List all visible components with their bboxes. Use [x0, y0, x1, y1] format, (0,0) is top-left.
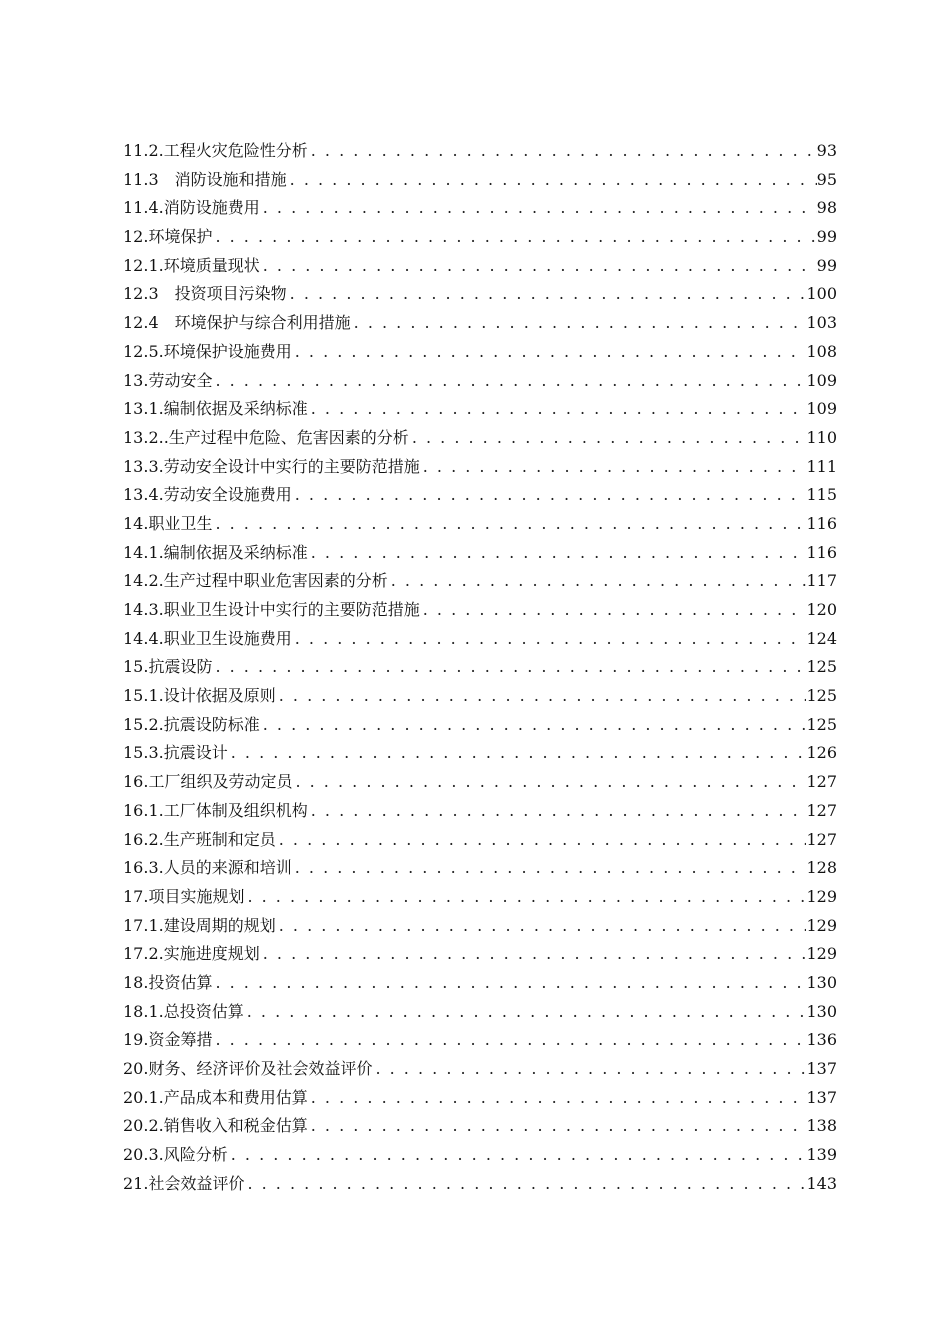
- toc-entry-title: 18.1.总投资估算: [123, 1001, 244, 1021]
- toc-dot-leader: [212, 367, 806, 396]
- toc-entry-title: 11.3 消防设施和措施: [123, 169, 287, 189]
- toc-entry-page-number: 111: [806, 456, 837, 476]
- toc-entry[interactable]: [123, 625, 837, 654]
- toc-dot-leader: [212, 969, 806, 998]
- toc-entry-title: 20.财务、经济评价及社会效益评价: [123, 1059, 373, 1078]
- toc-entry-page-number: 138: [806, 1116, 837, 1136]
- toc-dot-leader: [260, 711, 807, 740]
- toc-entry-page-number: 127: [806, 772, 837, 792]
- toc-entry[interactable]: [123, 1055, 837, 1084]
- toc-dot-leader: [260, 252, 817, 281]
- toc-entry[interactable]: [123, 194, 837, 223]
- toc-entry[interactable]: [123, 567, 837, 596]
- toc-dot-leader: [308, 1112, 807, 1141]
- toc-entry-page-number: 139: [806, 1145, 837, 1165]
- toc-entry-page-number: 99: [816, 227, 837, 247]
- toc-entry[interactable]: [123, 969, 837, 998]
- toc-dot-leader: [276, 912, 807, 941]
- toc-entry-page-number: 100: [806, 284, 837, 304]
- toc-entry[interactable]: [123, 940, 837, 969]
- toc-entry[interactable]: [123, 998, 837, 1027]
- toc-entry[interactable]: [123, 596, 837, 625]
- toc-entry-title: 16.工厂组织及劳动定员: [123, 772, 293, 792]
- toc-entry-title: 19.资金筹措: [123, 1030, 213, 1050]
- toc-dot-leader: [244, 998, 807, 1027]
- toc-dot-leader: [308, 395, 807, 424]
- toc-entry-page-number: 130: [806, 1001, 837, 1021]
- toc-dot-leader: [420, 453, 807, 482]
- toc-entry-title: 21.社会效益评价: [123, 1173, 245, 1193]
- toc-entry-title: 12.4 环境保护与综合利用措施: [123, 313, 351, 333]
- toc-entry-page-number: 110: [806, 427, 837, 447]
- toc-entry[interactable]: [123, 711, 837, 740]
- toc-entry-title: 16.1.工厂体制及组织机构: [123, 800, 308, 820]
- toc-entry-title: 15.2.抗震设防标准: [123, 714, 260, 734]
- toc-dot-leader: [292, 338, 807, 367]
- toc-entry-title: 11.4.消防设施费用: [123, 198, 260, 218]
- toc-entry-title: 14.1.编制依据及采纳标准: [123, 542, 308, 562]
- toc-dot-leader: [260, 940, 807, 969]
- toc-entry-title: 16.3.人员的来源和培训: [123, 858, 292, 878]
- toc-entry-page-number: 116: [806, 542, 837, 562]
- toc-entry-page-number: 103: [806, 313, 837, 333]
- toc-entry-title: 20.3.风险分析: [123, 1145, 228, 1165]
- toc-entry-page-number: 120: [806, 600, 837, 619]
- toc-entry-page-number: 128: [806, 858, 837, 878]
- toc-entry[interactable]: [123, 223, 837, 252]
- toc-entry-title: 12.环境保护: [123, 227, 213, 247]
- toc-entry[interactable]: [123, 1112, 837, 1141]
- toc-entry-page-number: 129: [806, 915, 837, 935]
- toc-entry-page-number: 129: [806, 944, 837, 964]
- toc-entry[interactable]: [123, 137, 837, 166]
- toc-entry-page-number: 93: [816, 141, 837, 160]
- toc-entry-page-number: 129: [806, 886, 837, 906]
- toc-dot-leader: [228, 739, 807, 768]
- toc-entry-title: 13.3.劳动安全设计中实行的主要防范措施: [123, 456, 420, 476]
- toc-entry-page-number: 117: [806, 571, 837, 591]
- toc-entry[interactable]: [123, 367, 837, 396]
- toc-dot-leader: [308, 137, 817, 166]
- toc-dot-leader: [287, 280, 807, 309]
- table-of-contents: [123, 137, 837, 1198]
- toc-dot-leader: [244, 883, 806, 912]
- toc-entry[interactable]: [123, 1141, 837, 1170]
- toc-dot-leader: [308, 797, 807, 826]
- toc-dot-leader: [212, 510, 806, 539]
- toc-entry[interactable]: [123, 510, 837, 539]
- toc-entry-title: 20.1.产品成本和费用估算: [123, 1087, 308, 1107]
- toc-entry[interactable]: [123, 682, 837, 711]
- toc-entry[interactable]: [123, 883, 837, 912]
- toc-dot-leader: [212, 653, 806, 682]
- toc-entry[interactable]: [123, 768, 837, 797]
- toc-dot-leader: [308, 1084, 807, 1113]
- toc-entry-title: 20.2.销售收入和税金估算: [123, 1116, 308, 1136]
- toc-dot-leader: [351, 309, 807, 338]
- toc-entry-page-number: 109: [806, 370, 837, 390]
- toc-entry-title: 12.1.环境质量现状: [123, 255, 260, 275]
- toc-dot-leader: [409, 424, 807, 453]
- toc-entry[interactable]: [123, 252, 837, 281]
- toc-dot-leader: [276, 826, 807, 855]
- toc-entry-title: 14.2.生产过程中职业危害因素的分析: [123, 571, 388, 591]
- toc-entry-page-number: 124: [806, 628, 837, 648]
- toc-entry-title: 13.劳动安全: [123, 370, 213, 390]
- toc-entry[interactable]: [123, 338, 837, 367]
- toc-entry[interactable]: [123, 395, 837, 424]
- toc-entry[interactable]: [123, 797, 837, 826]
- toc-entry[interactable]: [123, 912, 837, 941]
- toc-entry[interactable]: [123, 280, 837, 309]
- toc-dot-leader: [292, 625, 807, 654]
- toc-entry-page-number: 136: [806, 1030, 837, 1050]
- toc-entry[interactable]: [123, 539, 837, 568]
- toc-entry-title: 16.2.生产班制和定员: [123, 829, 276, 849]
- toc-entry[interactable]: [123, 653, 837, 682]
- toc-dot-leader: [372, 1055, 806, 1084]
- toc-dot-leader: [292, 854, 807, 883]
- toc-entry[interactable]: [123, 166, 837, 195]
- toc-entry[interactable]: [123, 424, 837, 453]
- toc-entry-title: 15.3.抗震设计: [123, 743, 228, 763]
- toc-entry-title: 17.2.实施进度规划: [123, 944, 260, 964]
- toc-dot-leader: [388, 567, 807, 596]
- toc-entry-title: 13.4.劳动安全设施费用: [123, 485, 292, 505]
- toc-dot-leader: [276, 682, 807, 711]
- toc-dot-leader: [287, 166, 817, 195]
- toc-entry-title: 17.项目实施规划: [123, 886, 245, 906]
- toc-entry-page-number: 95: [816, 169, 837, 189]
- toc-entry-page-number: 125: [806, 686, 837, 706]
- toc-entry-title: 14.4.职业卫生设施费用: [123, 628, 292, 648]
- toc-entry[interactable]: [123, 739, 837, 768]
- toc-entry-title: 13.1.编制依据及采纳标准: [123, 399, 308, 419]
- toc-entry-page-number: 125: [806, 657, 837, 677]
- toc-entry-page-number: 116: [806, 513, 837, 533]
- toc-entry-title: 15.1.设计依据及原则: [123, 686, 276, 706]
- toc-entry[interactable]: [123, 453, 837, 482]
- toc-dot-leader: [292, 481, 807, 510]
- toc-entry-page-number: 137: [806, 1059, 837, 1078]
- toc-entry-page-number: 108: [806, 341, 837, 361]
- toc-entry-page-number: 125: [806, 714, 837, 734]
- toc-entry-page-number: 127: [806, 800, 837, 820]
- toc-dot-leader: [212, 223, 816, 252]
- toc-dot-leader: [292, 768, 806, 797]
- toc-entry-title: 18.投资估算: [123, 972, 213, 992]
- toc-dot-leader: [308, 539, 807, 568]
- toc-entry-title: 12.5.环境保护设施费用: [123, 341, 292, 361]
- toc-entry-title: 15.抗震设防: [123, 657, 213, 677]
- toc-entry[interactable]: [123, 309, 837, 338]
- toc-entry-page-number: 98: [816, 198, 837, 218]
- toc-dot-leader: [420, 596, 807, 625]
- toc-entry-page-number: 109: [806, 399, 837, 419]
- toc-entry[interactable]: [123, 1084, 837, 1113]
- toc-entry-page-number: 126: [806, 743, 837, 763]
- toc-entry-title: 14.职业卫生: [123, 513, 213, 533]
- toc-dot-leader: [228, 1141, 807, 1170]
- toc-entry-page-number: 137: [806, 1087, 837, 1107]
- toc-entry-page-number: 99: [816, 255, 837, 275]
- toc-entry[interactable]: [123, 826, 837, 855]
- toc-entry[interactable]: [123, 481, 837, 510]
- toc-entry-page-number: 127: [806, 829, 837, 849]
- toc-entry-page-number: 143: [806, 1173, 837, 1193]
- toc-dot-leader: [244, 1170, 806, 1199]
- toc-dot-leader: [212, 1026, 806, 1055]
- toc-entry-page-number: 130: [806, 972, 837, 992]
- toc-entry[interactable]: [123, 1170, 837, 1199]
- toc-entry-page-number: 115: [806, 485, 837, 505]
- toc-entry[interactable]: [123, 1026, 837, 1055]
- toc-entry-title: 14.3.职业卫生设计中实行的主要防范措施: [123, 600, 420, 619]
- toc-entry-title: 12.3 投资项目污染物: [123, 284, 287, 304]
- toc-dot-leader: [260, 194, 817, 223]
- toc-entry[interactable]: [123, 854, 837, 883]
- toc-entry-title: 13.2..生产过程中危险、危害因素的分析: [123, 427, 409, 447]
- toc-entry-title: 11.2.工程火灾危险性分析: [123, 141, 308, 160]
- toc-entry-title: 17.1.建设周期的规划: [123, 915, 276, 935]
